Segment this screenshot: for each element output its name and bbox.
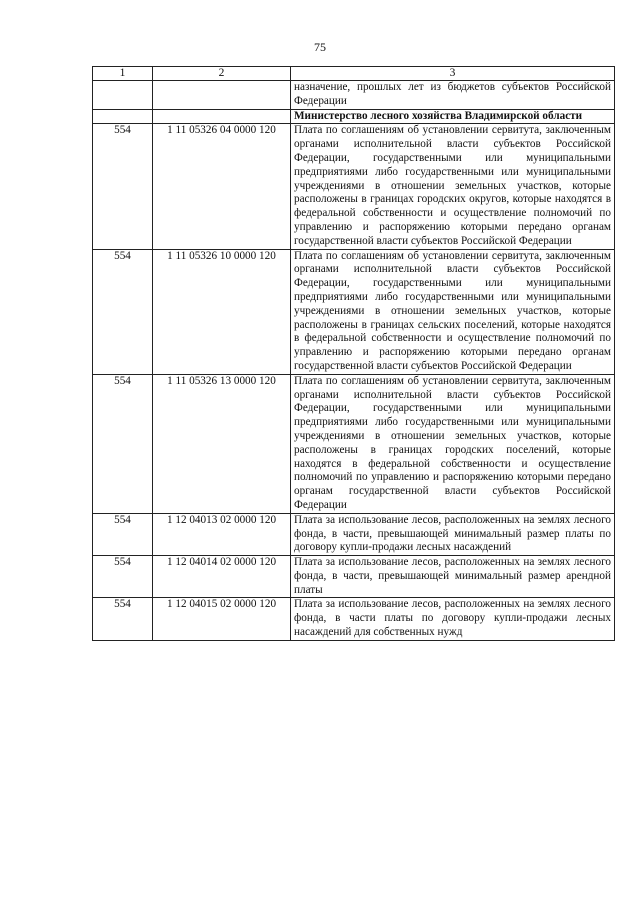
budget-code: 1 12 04015 02 0000 120 bbox=[153, 598, 291, 640]
table-header-row bbox=[93, 67, 615, 81]
continuation-text: назначение, прошлых лет из бюджетов субъектов Российской Федерации bbox=[291, 81, 615, 110]
budget-code: 1 11 05326 04 0000 120 bbox=[153, 124, 291, 249]
admin-code: 554 bbox=[93, 598, 153, 640]
income-description: Плата по соглашениям об установлении сервитута, заключенным органами исполнительной власти субъектов Российской Федерации, государственными или муниципальными предприятиями либо государственными или муниципальными учреждениями в отношении земельных участков, которые расположены в границах городских поселений, которые находятся в федеральной собственности и осуществление полномочий по управлению и распоряжению которыми передано органам государственной власти субъектов Российской Федерации bbox=[291, 374, 615, 513]
page-number: 75 bbox=[314, 40, 326, 54]
table-row bbox=[93, 556, 615, 598]
section-title: Министерство лесного хозяйства Владимирской области bbox=[291, 109, 615, 124]
column-header-1: 1 bbox=[93, 67, 153, 81]
table-row bbox=[93, 513, 615, 555]
admin-code: 554 bbox=[93, 374, 153, 513]
budget-code: 1 11 05326 10 0000 120 bbox=[153, 249, 291, 374]
empty-cell bbox=[93, 81, 153, 110]
income-description: Плата по соглашениям об установлении сервитута, заключенным органами исполнительной власти субъектов Российской Федерации, государственными или муниципальными предприятиями либо государственными или муниципальными учреждениями в отношении земельных участков, которые расположены в границах городских округов, которые находятся в федеральной собственности и осуществление полномочий по управлению и распоряжению которыми передано органам государственной власти субъектов Российской Федерации bbox=[291, 124, 615, 249]
empty-cell bbox=[93, 109, 153, 124]
column-header-2: 2 bbox=[153, 67, 291, 81]
continuation-row bbox=[93, 81, 615, 110]
budget-code: 1 11 05326 13 0000 120 bbox=[153, 374, 291, 513]
table-row bbox=[93, 124, 615, 249]
income-description: Плата за использование лесов, расположенных на землях лесного фонда, в части, превышающей минимальный размер платы по договору купли-продажи лесных насаждений bbox=[291, 513, 615, 555]
income-description: Плата за использование лесов, расположенных на землях лесного фонда, в части платы по договору купли-продажи лесных насаждений для собственных нужд bbox=[291, 598, 615, 640]
section-row bbox=[93, 109, 615, 124]
admin-code: 554 bbox=[93, 556, 153, 598]
budget-code: 1 12 04013 02 0000 120 bbox=[153, 513, 291, 555]
table-row bbox=[93, 249, 615, 374]
budget-code: 1 12 04014 02 0000 120 bbox=[153, 556, 291, 598]
income-description: Плата по соглашениям об установлении сервитута, заключенным органами исполнительной власти субъектов Российской Федерации, государственными или муниципальными предприятиями либо государственными или муниципальными учреждениями в отношении земельных участков, которые расположены в границах сельских поселений, которые находятся в федеральной собственности и осуществление полномочий по управлению и распоряжению которыми передано органам государственной власти субъектов Российской Федерации bbox=[291, 249, 615, 374]
table-row bbox=[93, 598, 615, 640]
admin-code: 554 bbox=[93, 249, 153, 374]
table-row bbox=[93, 374, 615, 513]
admin-code: 554 bbox=[93, 124, 153, 249]
admin-code: 554 bbox=[93, 513, 153, 555]
revenue-codes-table bbox=[92, 66, 615, 641]
income-description: Плата за использование лесов, расположенных на землях лесного фонда, в части, превышающей минимальный размер арендной платы bbox=[291, 556, 615, 598]
empty-cell bbox=[153, 109, 291, 124]
column-header-3: 3 bbox=[291, 67, 615, 81]
empty-cell bbox=[153, 81, 291, 110]
